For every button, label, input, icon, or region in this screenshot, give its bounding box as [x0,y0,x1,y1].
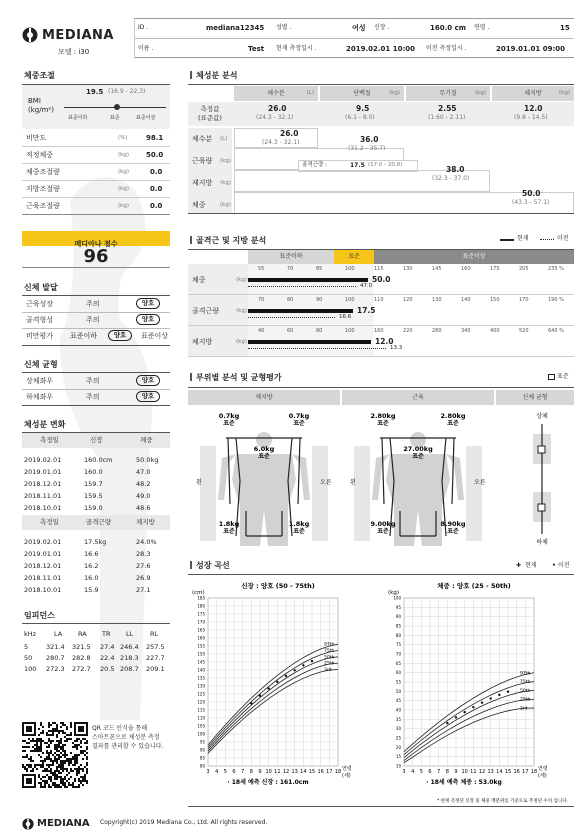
weight-growth-chart-x-tick: 15 [504,769,512,775]
current-value: 50.0 [372,275,391,284]
column-fat: 체지방 (kg) [492,86,574,101]
weight-growth-chart-x-tick: 17 [522,769,529,775]
height-growth-chart-y-tick: 100 [197,731,205,737]
weight-growth-chart-data-point [498,694,500,696]
column-protein: 단백질 (kg) [320,86,404,101]
height-growth-chart-y-tick: 110 [197,715,205,721]
weight-growth-chart-data-point [507,690,509,692]
bmi-range: (16.9 - 22.3) [108,88,146,95]
muscle-fat-tick: 120 [403,297,413,303]
left-leg-value: 1.8kg [218,520,240,528]
height-growth-chart-data-point [311,660,313,662]
change-table-2: 측정일 골격근량 체지방 2019.02.01 17.5kg 24.0% 2019.01.01 16.6 28.3 2018.12.01 16.2 27.6 2018.11.01 16.0 26.9 2018.10.01 15.9 27.1 [22,515,170,599]
weight-growth-chart-x-tick: 11 [470,769,477,775]
height-growth-chart-y-tick: 115 [197,707,205,713]
score-value-box [22,246,170,268]
weight-growth-chart-x-label-unit: (세) [538,773,547,779]
muscle-fat-row [188,295,574,326]
weight-growth-chart-x-tick: 16 [513,769,520,775]
muscle-fat-tick: 130 [403,266,413,272]
height-growth-chart-x-tick: 4 [215,769,219,775]
weight-growth-chart-data-point [455,716,457,718]
weight-growth-chart-x-tick: 3 [402,769,406,775]
gender-value: 여성 [352,24,366,32]
weight-growth-chart-data-point [446,722,448,724]
bmi-scale-low: 표준이하 [68,115,88,121]
weight-growth-chart [388,581,548,786]
muscle-fat-tick: 400 [490,328,500,334]
right-leg-value: 1.8kg [288,520,310,528]
measured-label: 측정값 (표준값) [198,105,222,122]
height-growth-chart-x-tick: 12 [282,769,290,775]
height-growth-chart-y-tick: 130 [197,683,205,689]
muscle-fat-tick: 175 [490,266,500,272]
weight-growth-chart-x-tick: 14 [496,769,503,775]
muscle-fat-row-unit: (kg) [236,339,247,345]
lower-balance-marker [538,504,545,511]
muscle-fat-tick: 190 % [548,297,564,303]
weight-growth-chart-y-tick: 65 [395,660,401,666]
height-growth-chart-y-tick: 150 [197,651,205,657]
current-date-value: 2019.02.01 10:00 [346,45,416,53]
previous-value: 16.6 [339,314,352,320]
muscle-fat-tick: 205 [519,266,529,272]
weight-growth-chart-y-tick: 20 [395,744,401,750]
weight-growth-chart-y-tick: 30 [395,726,401,732]
height-growth-chart-y-tick: 140 [197,667,205,673]
muscle-fat-tick: 80 [287,297,294,303]
muscle-fat-tick: 70 [258,297,265,303]
muscle-fat-chart: 표준이하 표준 표준이상 체중 (kg) 55 70 85 100 115 130 145 160 175 205 235 % 50.0 47.0 골격근량 (kg) 70 80 90 100 110 120 130 140 150 170 190 % 17.5 16.6 체지방 (kg) 40 60 80 100 160 220 280 340 400 520 640 % 12.0 13.3 [188,249,574,357]
muscle-fat-tick: 100 [345,328,355,334]
weight-growth-chart-y-tick: 80 [395,632,401,638]
muscle-fat-tick: 640 % [548,328,564,334]
weight-control-row: 지방조절량 (kg) 0.0 [22,181,170,198]
weight-growth-chart-percentile-label: 50th [520,688,531,694]
current-bar [248,340,371,344]
muscle-fat-tick: 60 [287,328,294,334]
fat-figure [196,412,332,546]
upper-balance-marker [538,446,545,453]
column-mineral: 무기질 (kg) [406,86,490,101]
weight-growth-chart-y-tick: 75 [395,642,401,648]
muscle-fat-tick: 160 [374,328,384,334]
muscle-fat-tick: 520 [519,328,529,334]
height-growth-chart-data-point [302,664,304,666]
muscle-fat-row-unit: (kg) [236,277,247,283]
qr-code[interactable] [22,722,88,788]
weight-control-row: 체중조절량 (kg) 0.0 [22,164,170,181]
current-date-label: 현재 측정일시 . [276,45,317,52]
right-arm-value: 0.7kg [288,412,310,420]
weight-growth-chart-percentile-label: 3rd [520,706,528,712]
weight-growth-chart-x-tick: 9 [454,769,458,775]
weight-growth-chart-y-tick: 85 [395,623,401,629]
change-table-1: 측정일 신장 체중 2019.02.01 160.0cm 50.0kg 2019.01.01 160.0 47.0 2018.12.01 159.7 48.2 2018.11.01 159.5 49.0 2018.10.01 159.0 48.6 [22,432,170,515]
height-growth-chart-percentile-label: 3rd [324,667,332,673]
right-arm-value-status: 표준 [293,420,305,427]
muscle-fat-tick: 235 % [548,266,564,272]
composition-table: 체수분 (L) 단백질 (kg) 무기질 (kg) 체지방 (kg) 측정값 (표준값) 26.0 (24.3 - 32.1) 9.5 (6.1 - 8.0) 2.55 (1.60 - 2.11) 12.0 (9.8 - 14.5) 체수분 (L) 근육량 (kg) 제지방 (kg) 체중 (kg) 26.0 (24.3 - 32.1) 36.0 (31.2 - 35.7) 골격근량 : 17.5 (17.0 - 20.8) 38.0 (32.3 - 37.0) 50.0 (43.3 - 57.1) [188,84,574,214]
trunk-value: 27.00kg [403,445,433,453]
height-growth-chart-y-tick: 135 [197,675,205,681]
height-growth-chart-data-point [285,675,287,677]
height-growth-chart-y-tick: 80 [199,763,205,769]
mediana-logo-icon [22,27,38,43]
left-side-label: 왼 [350,479,356,486]
height-growth-chart-x-tick: 6 [232,769,236,775]
growth-charts [188,576,574,806]
bmi-marker [114,104,120,110]
weight-growth-chart-unit: (kg) [388,590,399,596]
height-growth-chart-x-tick: 18 [334,769,342,775]
segment-panel [188,387,574,547]
current-bar [248,278,368,282]
weight-growth-chart-x-tick: 10 [461,769,468,775]
weight-growth-chart-data-point [463,711,465,713]
impedance-table: kHz LA RA TR LL RL 5 321.4 321.5 27.4 246.4 257.5 50 280.7 282.8 22.4 218.3 227.7 100 272.3 272.7 20.5 208.7 209.1 [24,630,165,673]
muscle-fat-row [188,264,574,295]
height-growth-chart-y-tick: 175 [197,611,205,617]
weight-growth-chart-x-tick: 8 [445,769,449,775]
left-leg-value-status: 표준 [223,528,235,535]
current-bar [248,309,353,313]
height-growth-chart-y-tick: 160 [197,635,205,641]
height-growth-chart-x-label-unit: (세) [342,773,351,779]
height-growth-chart-x-tick: 17 [326,769,333,775]
weight-growth-chart-x-tick: 5 [419,769,423,775]
height-growth-chart-x-tick: 3 [206,769,210,775]
left-arm-value-status: 표준 [223,420,235,427]
weight-growth-chart-prediction: · 18세 예측 체중 : 53.0kg [426,779,502,786]
height-growth-chart-y-tick: 105 [197,723,205,729]
age-value: 15 [560,24,570,32]
weight-growth-chart-x-tick: 7 [437,769,441,775]
lower-body-label: 하체 [536,539,548,546]
weight-growth-chart-data-point [481,701,483,703]
muscle-fat-tick: 100 [345,297,355,303]
bmi-label: BMI (kg/m²) [28,97,54,114]
height-growth-chart-y-tick: 185 [197,595,205,601]
trunk-value: 6.0kg [253,445,275,453]
bmi-scale-normal: 표준 [110,115,120,121]
current-value: 12.0 [375,337,394,346]
muscle-fat-row-unit: (kg) [236,308,247,314]
bmi-scale-high: 표준이상 [136,115,156,121]
weight-control-row: 비만도 (%) 98.1 [22,130,170,147]
right-leg-value-status: 표준 [447,528,459,535]
muscle-fat-tick: 145 [432,266,442,272]
height-growth-chart-data-point [267,687,269,689]
weight-growth-chart-x-tick: 12 [478,769,486,775]
weight-growth-chart-y-tick: 55 [395,679,401,685]
left-leg-value-status: 표준 [377,528,389,535]
height-growth-chart-y-tick: 180 [197,603,205,609]
fat-panel-title: 체지방 [188,390,340,405]
height-growth-chart-x-tick: 8 [249,769,253,775]
muscle-fat-row-label: 체지방 [192,338,213,346]
weight-control-row: 근육조절량 (kg) 0.0 [22,198,170,215]
height-growth-chart-x-tick: 5 [223,769,227,775]
weight-growth-chart-percentile-label: 75th [520,680,531,686]
muscle-fat-tick: 170 [519,297,529,303]
previous-date-value: 2019.01.01 09:00 [496,45,566,53]
bmi-value: 19.5 [86,88,104,96]
weight-growth-chart-y-tick: 60 [395,670,401,676]
name-label: 이름 . [138,45,154,52]
weight-growth-chart-x-tick: 13 [487,769,494,775]
weight-growth-chart-percentile-label: 25th [520,697,531,703]
muscle-fat-row-label: 골격근량 [192,307,220,315]
current-value: 17.5 [357,306,376,315]
mediana-logo-icon [22,818,34,830]
name-value: Test [248,45,265,53]
height-growth-chart-y-tick: 145 [197,659,205,665]
balance-panel-title: 신체 균형 [496,390,574,405]
height-growth-chart-x-tick: 15 [308,769,316,775]
weight-growth-chart-y-tick: 50 [395,688,401,694]
weight-growth-chart-title: 체중 : 양호 (25 - 50th) [437,582,511,590]
height-growth-chart-percentile-label: 50th [324,655,335,661]
right-side-label: 오른 [474,479,486,486]
muscle-fat-tick: 110 [374,297,384,303]
weight-growth-chart-y-tick: 15 [395,754,401,760]
muscle-fat-tick: 150 [490,297,500,303]
weight-growth-chart-y-tick: 35 [395,716,401,722]
bmi-section [22,85,170,129]
weight-growth-chart-x-label: 연령 [538,766,548,772]
impedance-title: 임피던스 [24,611,55,620]
weight-growth-chart-y-tick: 70 [395,651,401,657]
growth-note: * 현재 측정된 신장 및 체중 백분위를 기준으로 추정된 수치 입니다. [436,799,568,804]
height-label: 신장 . [374,24,390,31]
left-arm-value-status: 표준 [377,420,389,427]
weight-growth-chart-y-tick: 10 [395,763,401,769]
muscle-fat-tick: 100 [345,266,355,272]
balance-title: 신체 균형 [24,360,58,369]
left-arm-value: 0.7kg [218,412,240,420]
height-growth-chart-y-tick: 95 [199,739,205,745]
height-growth-chart-x-tick: 16 [317,769,324,775]
previous-date-label: 이전 측정일시 . [426,45,467,52]
weight-growth-chart-data-point [472,706,474,708]
height-growth-chart-percentile-label: 25th [324,661,335,667]
muscle-fat-tick: 55 [258,266,265,272]
weight-growth-chart-y-tick: 95 [395,604,401,610]
copyright: Copyright(c) 2019 Mediana Co., Ltd. All rights reserved. [100,819,268,826]
muscle-fat-tick: 90 [316,297,323,303]
height-growth-chart-data-point [259,695,261,697]
left-leg-value: 9.00kg [370,520,396,528]
height-growth-chart-y-tick: 170 [197,619,205,625]
left-arm-value: 2.80kg [370,412,396,420]
muscle-fat-tick: 340 [461,328,471,334]
height-growth-chart-title: 신장 : 양호 (50 - 75th) [241,582,315,590]
height-growth-chart-x-tick: 13 [291,769,298,775]
weight-growth-chart-x-tick: 4 [411,769,415,775]
muscle-fat-tick: 115 [374,266,384,272]
muscle-fat-tick: 280 [432,328,442,334]
height-growth-chart-x-tick: 10 [265,769,272,775]
gender-label: 성별 . [276,24,292,31]
right-leg-value-status: 표준 [293,528,305,535]
height-growth-chart-x-label: 연령 [342,766,352,772]
muscle-fat-tick: 40 [258,328,265,334]
trunk-value-status: 표준 [412,453,424,460]
weight-growth-chart-data-point [489,697,491,699]
height-growth-chart-data-point [293,669,295,671]
model-label: 모델 : i30 [58,48,90,56]
score-header [22,231,170,246]
previous-value: 47.0 [360,283,373,289]
change-title: 체성분 변화 [24,420,66,429]
muscle-panel-title: 근육 [342,390,494,405]
height-growth-chart-unit: (cm) [192,590,205,596]
right-leg-value: 8.90kg [440,520,466,528]
trunk-value-status: 표준 [258,453,270,460]
muscle-figure [350,412,486,546]
previous-bar [248,286,356,287]
id-label: ID . [138,24,149,31]
weight-growth-chart-x-tick: 18 [530,769,538,775]
muscle-fat-tick: 220 [403,328,413,334]
brand-name: MEDIANA [42,28,114,43]
right-arm-value-status: 표준 [447,420,459,427]
height-growth-chart-y-tick: 125 [197,691,205,697]
previous-bar [248,348,386,349]
muscle-fat-row [188,326,574,357]
height-growth-chart-y-tick: 120 [197,699,205,705]
composition-title: 체성분 분석 [190,70,237,81]
segment-title: 부위별 분석 및 균형평가 [190,372,282,383]
weight-growth-chart-x-tick: 6 [428,769,432,775]
muscle-fat-row-label: 체중 [192,276,206,284]
patient-info [134,18,574,58]
upper-body-label: 상체 [536,413,548,420]
height-growth-chart-data-point [276,681,278,683]
muscle-fat-tick: 85 [316,266,323,272]
qr-code-icon [22,722,88,788]
development-title: 신체 발달 [24,283,58,292]
height-growth-chart-y-tick: 85 [199,755,205,761]
weight-growth-chart-percentile-label: 97th [520,671,531,677]
muscle-fat-title: 골격근 및 지방 분석 [190,235,266,246]
previous-bar [248,317,335,318]
weight-growth-chart-y-tick: 90 [395,614,401,620]
weight-control-row: 적정체중 (kg) 50.0 [22,147,170,164]
height-growth-chart-x-tick: 7 [241,769,245,775]
height-growth-chart-percentile-label: 97th [324,642,335,648]
muscle-fat-tick: 70 [287,266,294,272]
weight-growth-chart-y-tick: 40 [395,707,401,713]
right-side-label: 오른 [320,479,332,486]
weight-growth-chart-y-tick: 100 [393,595,401,601]
column-water: 체수분 (L) [234,86,318,101]
weight-growth-chart-y-tick: 45 [395,698,401,704]
muscle-fat-tick: 130 [432,297,442,303]
height-growth-chart-data-point [250,702,252,704]
id-value: mediana12345 [206,24,265,32]
height-growth-chart-x-tick: 9 [258,769,262,775]
height-growth-chart-y-tick: 165 [197,627,205,633]
height-growth-chart-prediction: · 18세 예측 신장 : 161.0cm [227,779,309,786]
weight-control-title: 체중조절 [24,71,55,80]
previous-value: 13.3 [390,345,403,351]
height-growth-chart-y-tick: 90 [199,747,205,753]
height-growth-chart-y-tick: 155 [197,643,205,649]
muscle-fat-tick: 80 [316,328,323,334]
height-growth-chart [192,581,352,786]
weight-growth-chart-y-tick: 25 [395,735,401,741]
score-value: 96 [83,246,109,267]
height-value: 160.0 cm [430,24,467,32]
balance-figure [533,412,551,546]
muscle-fat-tick: 160 [461,266,471,272]
left-side-label: 왼 [196,479,202,486]
height-growth-chart-percentile-label: 75th [324,649,335,654]
height-growth-chart-x-tick: 14 [300,769,307,775]
age-label: 연령 . [474,24,490,31]
height-growth-chart-x-tick: 11 [274,769,281,775]
right-arm-value: 2.80kg [440,412,466,420]
qr-description: QR 코드 인식을 통해 스마트폰으로 체성분 측정 결과를 관리할 수 있습니다. [92,725,164,750]
growth-title: 성장 곡선 [190,560,230,571]
muscle-fat-tick: 140 [461,297,471,303]
score-title: 메디아나 점수 [74,240,118,248]
